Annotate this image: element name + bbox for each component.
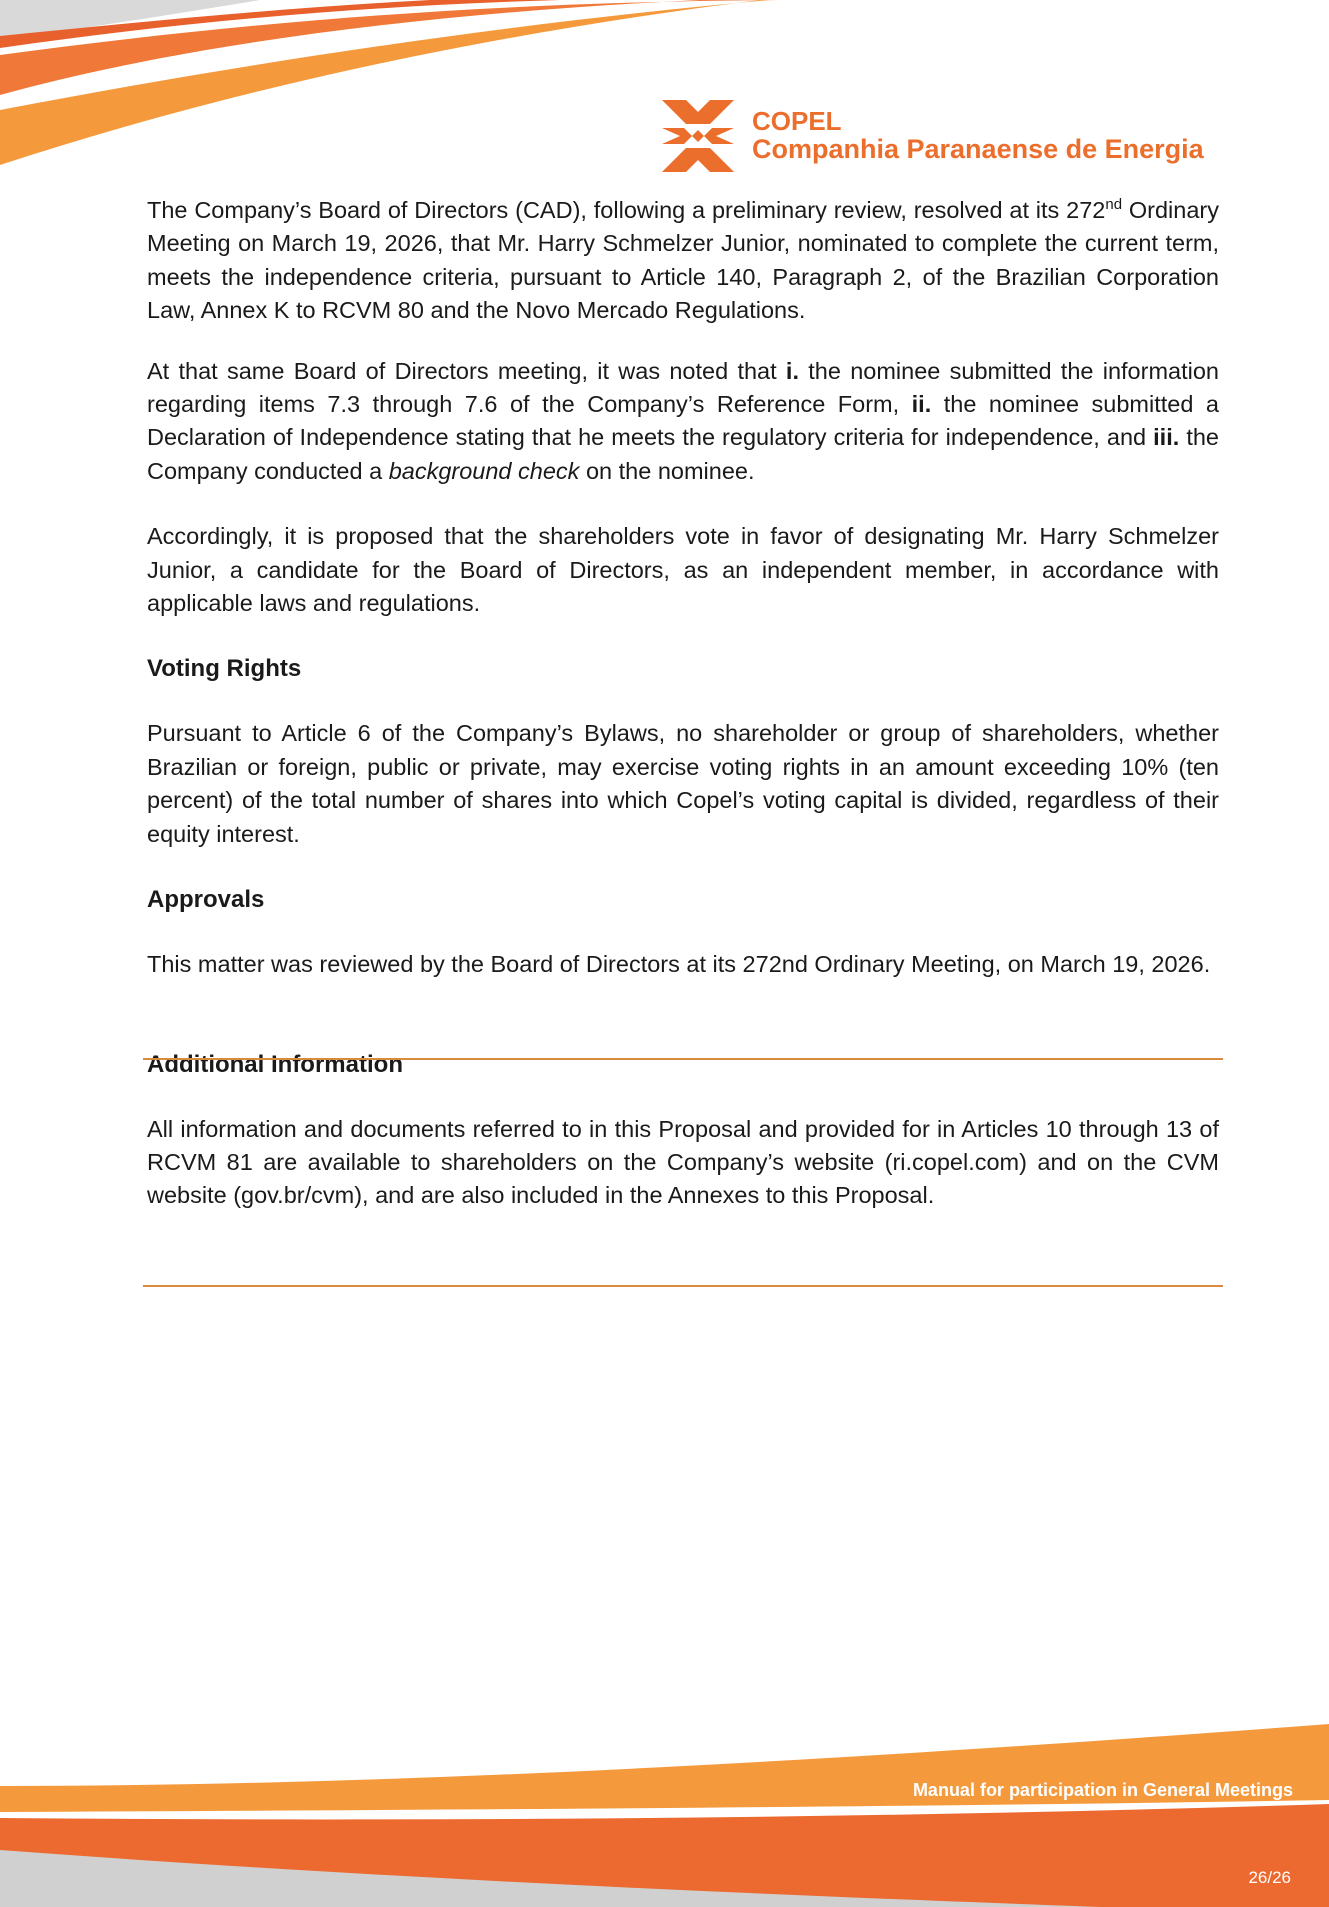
logo-name: COPEL xyxy=(752,106,842,137)
paragraph-board-resolution xyxy=(147,194,1219,328)
copel-logo-mark-icon xyxy=(660,98,736,174)
divider-top xyxy=(143,1058,1223,1060)
p1-superscript: nd xyxy=(1105,196,1123,214)
p2-text-d: the Company conducted a xyxy=(147,424,1219,484)
paragraph-voting-rights: Pursuant to Article 6 of the Company’s Bylaws, no shareholder or group of shareholders, whether Brazilian or foreign, public or private, may exercise voting rights in an amount exceeding 10% (ten percent) of the total number of shares into which Copel’s voting capital is divided, regardless of their equity interest. xyxy=(147,720,1219,847)
paragraph-approvals: This matter was reviewed by the Board of Directors at its 272nd Ordinary Meeting, on March 19, 2026. xyxy=(147,951,1211,978)
p2-text-b: the nominee submitted the information regarding items 7.3 through 7.6 of the Company’s Reference Form, xyxy=(147,357,1219,418)
paragraph-proposal: Accordingly, it is proposed that the shareholders vote in favor of designating Mr. Harry Schmelzer Junior, a candidate for the Board of Directors, as an independent member, in accordance with applicable laws and regulations. xyxy=(147,523,1219,617)
p2-text-e: on the nominee. xyxy=(579,457,755,484)
logo-full-name: Companhia Paranaense de Energia xyxy=(752,134,1204,165)
p1-text-a: The Company’s Board of Directors (CAD), following a preliminary review, resolved at its 272 xyxy=(147,197,1106,223)
copel-logo xyxy=(660,96,1204,176)
p2-item-ii: ii. xyxy=(911,391,932,418)
heading-voting-rights: Voting Rights xyxy=(147,655,302,683)
footer-title: Manual for participation in General Meetings xyxy=(912,1780,1293,1800)
p2-item-iii: iii. xyxy=(1153,424,1180,451)
p2-item-i: i. xyxy=(785,357,799,384)
heading-approvals: Approvals xyxy=(147,886,265,914)
p2-emphasis: background check xyxy=(388,457,580,484)
heading-additional-information: Additional Information xyxy=(147,1050,403,1078)
p1-text-b: Ordinary Meeting on March 19, 2026, that Mr. Harry Schmelzer Junior, nominated to complete the current term, meets the independence criteria, pursuant to Article 140, Paragraph 2, of the Brazilian Corporation Law, Annex K to RCVM 80 and the Novo Mercado Regulations. xyxy=(147,197,1219,324)
p2-text-a: At that same Board of Directors meeting, it was noted that xyxy=(147,357,786,384)
divider-bottom xyxy=(143,1285,1223,1287)
page-number: 26/26 xyxy=(1248,1868,1291,1887)
paragraph-board-meeting-notes xyxy=(147,355,1219,489)
p2-text-c: the nominee submitted a Declaration of Independence stating that he meets the regulatory criteria for independence, and xyxy=(147,391,1219,451)
paragraph-additional-information: All information and documents referred to in this Proposal and provided for in Articles 10 through 13 of RCVM 81 are available to shareholders on the Company’s website (ri.copel.com) and on the CVM website (gov.br/cvm), and are also included in the Annexes to this Proposal. xyxy=(147,1115,1219,1209)
footer-swoosh xyxy=(0,1700,1329,1907)
